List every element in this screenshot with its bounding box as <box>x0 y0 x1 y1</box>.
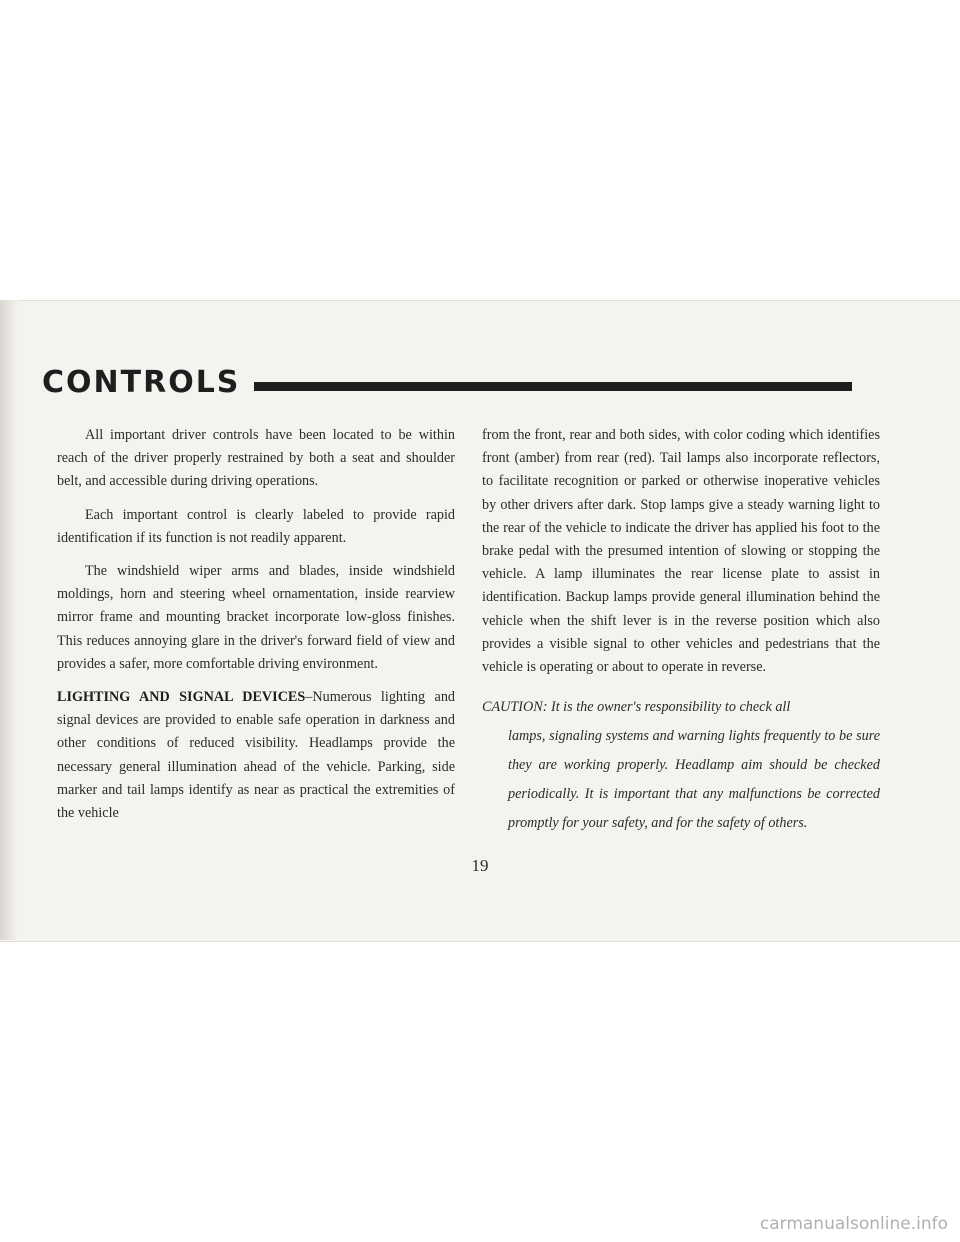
lighting-body: –Numerous lighting and signal devices are provided to enable safe operation in darkness and other conditions of reduced visibility. Headlamps provide the necessary general illumination ahead of the vehicle. Parking, side marker and tail lamps identify as near as practical the extremities of the vehicle <box>57 689 456 822</box>
section-heading: CONTROLS <box>42 364 241 400</box>
left-column <box>57 424 455 835</box>
caution-note <box>482 693 880 838</box>
paragraph-lighting <box>57 686 455 825</box>
binding-shadow <box>0 300 18 940</box>
site-watermark: carmanualsonline.info <box>759 1214 948 1234</box>
lighting-subheading: LIGHTING AND SIGNAL DEVICES <box>57 689 306 706</box>
paragraph-low-gloss: The windshield wiper arms and blades, inside windshield moldings, horn and steering wheel ornamentation, inside rearview mirror frame and mounting bracket incorporate low-gloss finishes. This reduces annoying glare in the driver's forward field of view and provides a safer, more comfortable driving environment. <box>57 563 455 672</box>
caution-lead: CAUTION: It is the owner's responsibility to check all <box>482 699 791 716</box>
right-column <box>482 424 880 838</box>
heading-rule <box>254 382 852 391</box>
section-heading-row <box>42 360 852 404</box>
page-number: 19 <box>471 856 489 875</box>
caution-body: lamps, signaling systems and warning lights frequently to be sure they are working properly. Headlamp aim should be checked periodically. It is important that any malfunctions be corrected promptly for your safety, and for the safety of others. <box>508 728 880 832</box>
paragraph-driver-controls: All important driver controls have been located to be within reach of the driver properly restrained by both a seat and shoulder belt, and accessible during driving operations. <box>57 427 455 490</box>
paragraph-control-labels: Each important control is clearly labeled to provide rapid identification if its function is not readily apparent. <box>57 506 455 546</box>
paragraph-lamps-continued: from the front, rear and both sides, with color coding which identifies front (amber) from rear (red). Tail lamps also incorporate reflectors, to facilitate recognition or parked or otherwise inoperative vehicles by other drivers after dark. Stop lamps give a steady warning light to the rear of the vehicle to indicate the driver has applied his foot to the brake pedal with the presumed intention of slowing or stopping the vehicle. A lamp illuminates the rear license plate to assist in identification. Backup lamps provide general illumination behind the vehicle when the shift lever is in the reverse position which also provides a visible signal to other vehicles and pedestrians that the vehicle is operating or about to operate in reverse. <box>482 427 880 676</box>
